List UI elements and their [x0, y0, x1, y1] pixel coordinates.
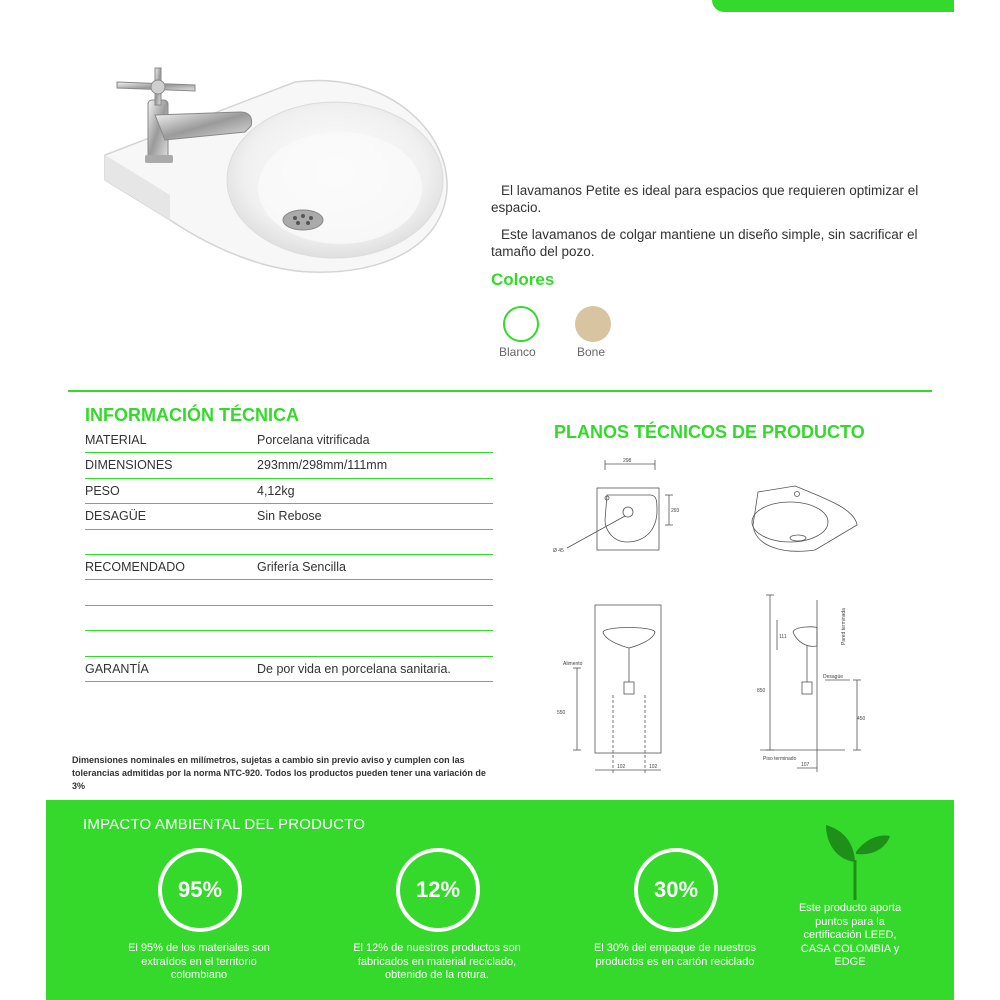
dim-offset-left-label: 102 — [617, 764, 626, 770]
label-pared-terminada: Pared terminada — [841, 608, 847, 645]
plans-title: PLANOS TÉCNICOS DE PRODUCTO — [554, 422, 865, 442]
stat-text-95: El 95% de los materiales son extraídos en el territorio colombiano — [128, 942, 270, 981]
dim-side-offset-label: 107 — [801, 762, 810, 768]
label-desague: Desagüe — [823, 674, 844, 680]
spec-table — [85, 428, 493, 682]
color-swatch-blanco[interactable] — [503, 306, 539, 342]
spec-row — [85, 606, 493, 631]
sink-product-image — [95, 60, 460, 285]
spec-row — [85, 530, 493, 555]
spec-label: DIMENSIONES — [85, 458, 173, 473]
description-paragraph-2: Este lavamanos de colgar mantiene un diseño simple, sin sacrificar el tamaño del pozo. — [491, 227, 918, 259]
technical-info-title: INFORMACIÓN TÉCNICA — [85, 405, 299, 425]
dim-drain-label: Ø 45 — [553, 548, 564, 554]
stat-ring-30: 30% — [634, 848, 718, 932]
colors-title: Colores — [491, 270, 555, 289]
color-swatch-bone[interactable] — [575, 306, 611, 342]
impact-title: IMPACTO AMBIENTAL DEL PRODUCTO — [83, 816, 366, 833]
spec-value: 4,12kg — [257, 483, 295, 498]
stat-text-30: El 30% del empaque de nuestros productos es en cartón reciclado — [593, 942, 757, 968]
color-label-blanco: Blanco — [499, 345, 536, 359]
label-piso-terminado: Piso terminado — [763, 756, 797, 762]
stat-ring-95: 95% — [158, 848, 242, 932]
spec-value: De por vida en porcelana sanitaria. — [257, 661, 451, 676]
stat-ring-12: 12% — [396, 848, 480, 932]
leaf-icon — [818, 820, 893, 900]
leed-certification-text: Este producto aporta puntos para la certificación LEED, CASA COLOMBIA y EDGE — [798, 902, 902, 968]
spec-row — [85, 453, 493, 478]
spec-value: Grifería Sencilla — [257, 559, 346, 574]
spec-label: PESO — [85, 483, 120, 498]
dim-depth-label: 293 — [671, 508, 680, 514]
section-divider — [68, 390, 932, 392]
dim-width-label: 298 — [623, 458, 632, 464]
dim-height-side-label: 850 — [757, 688, 766, 694]
label-alimento: Alimento — [563, 661, 583, 667]
stat-text-12: El 12% de nuestros productos son fabricados en material reciclado, obtenido de la rotura. — [353, 942, 521, 981]
dim-height-front-label: 550 — [557, 710, 566, 716]
description-paragraph-1: El lavamanos Petite es ideal para espacios que requieren optimizar el espacio. — [491, 183, 919, 215]
spec-label: RECOMENDADO — [85, 559, 186, 574]
spec-label: DESAGÜE — [85, 509, 147, 524]
spec-label: GARANTÍA — [85, 661, 149, 676]
technical-drawings — [545, 450, 875, 780]
spec-row — [85, 428, 493, 453]
spec-row — [85, 580, 493, 605]
top-accent-bar — [712, 0, 954, 12]
spec-row — [85, 555, 493, 580]
color-label-bone: Bone — [577, 345, 606, 359]
spec-row — [85, 657, 493, 682]
dim-depth-side-label: 111 — [779, 634, 787, 640]
spec-value: Sin Rebose — [257, 509, 322, 524]
dimensions-note: Dimensiones nominales en milímetros, sujetas a cambio sin previo aviso y cumplen con las tolerancias admitidas por la norma NTC-920. Todos los productos pueden tener una variación de 3% — [72, 755, 486, 791]
spec-value: 293mm/298mm/111mm — [257, 458, 388, 473]
dim-offset-right-label: 102 — [649, 764, 658, 770]
spec-row — [85, 631, 493, 656]
spec-value: Porcelana vitrificada — [257, 433, 370, 447]
spec-row — [85, 504, 493, 529]
spec-label: MATERIAL — [85, 433, 147, 447]
product-description — [491, 182, 931, 270]
dim-drain-height-label: 450 — [857, 716, 866, 722]
spec-row — [85, 479, 493, 504]
